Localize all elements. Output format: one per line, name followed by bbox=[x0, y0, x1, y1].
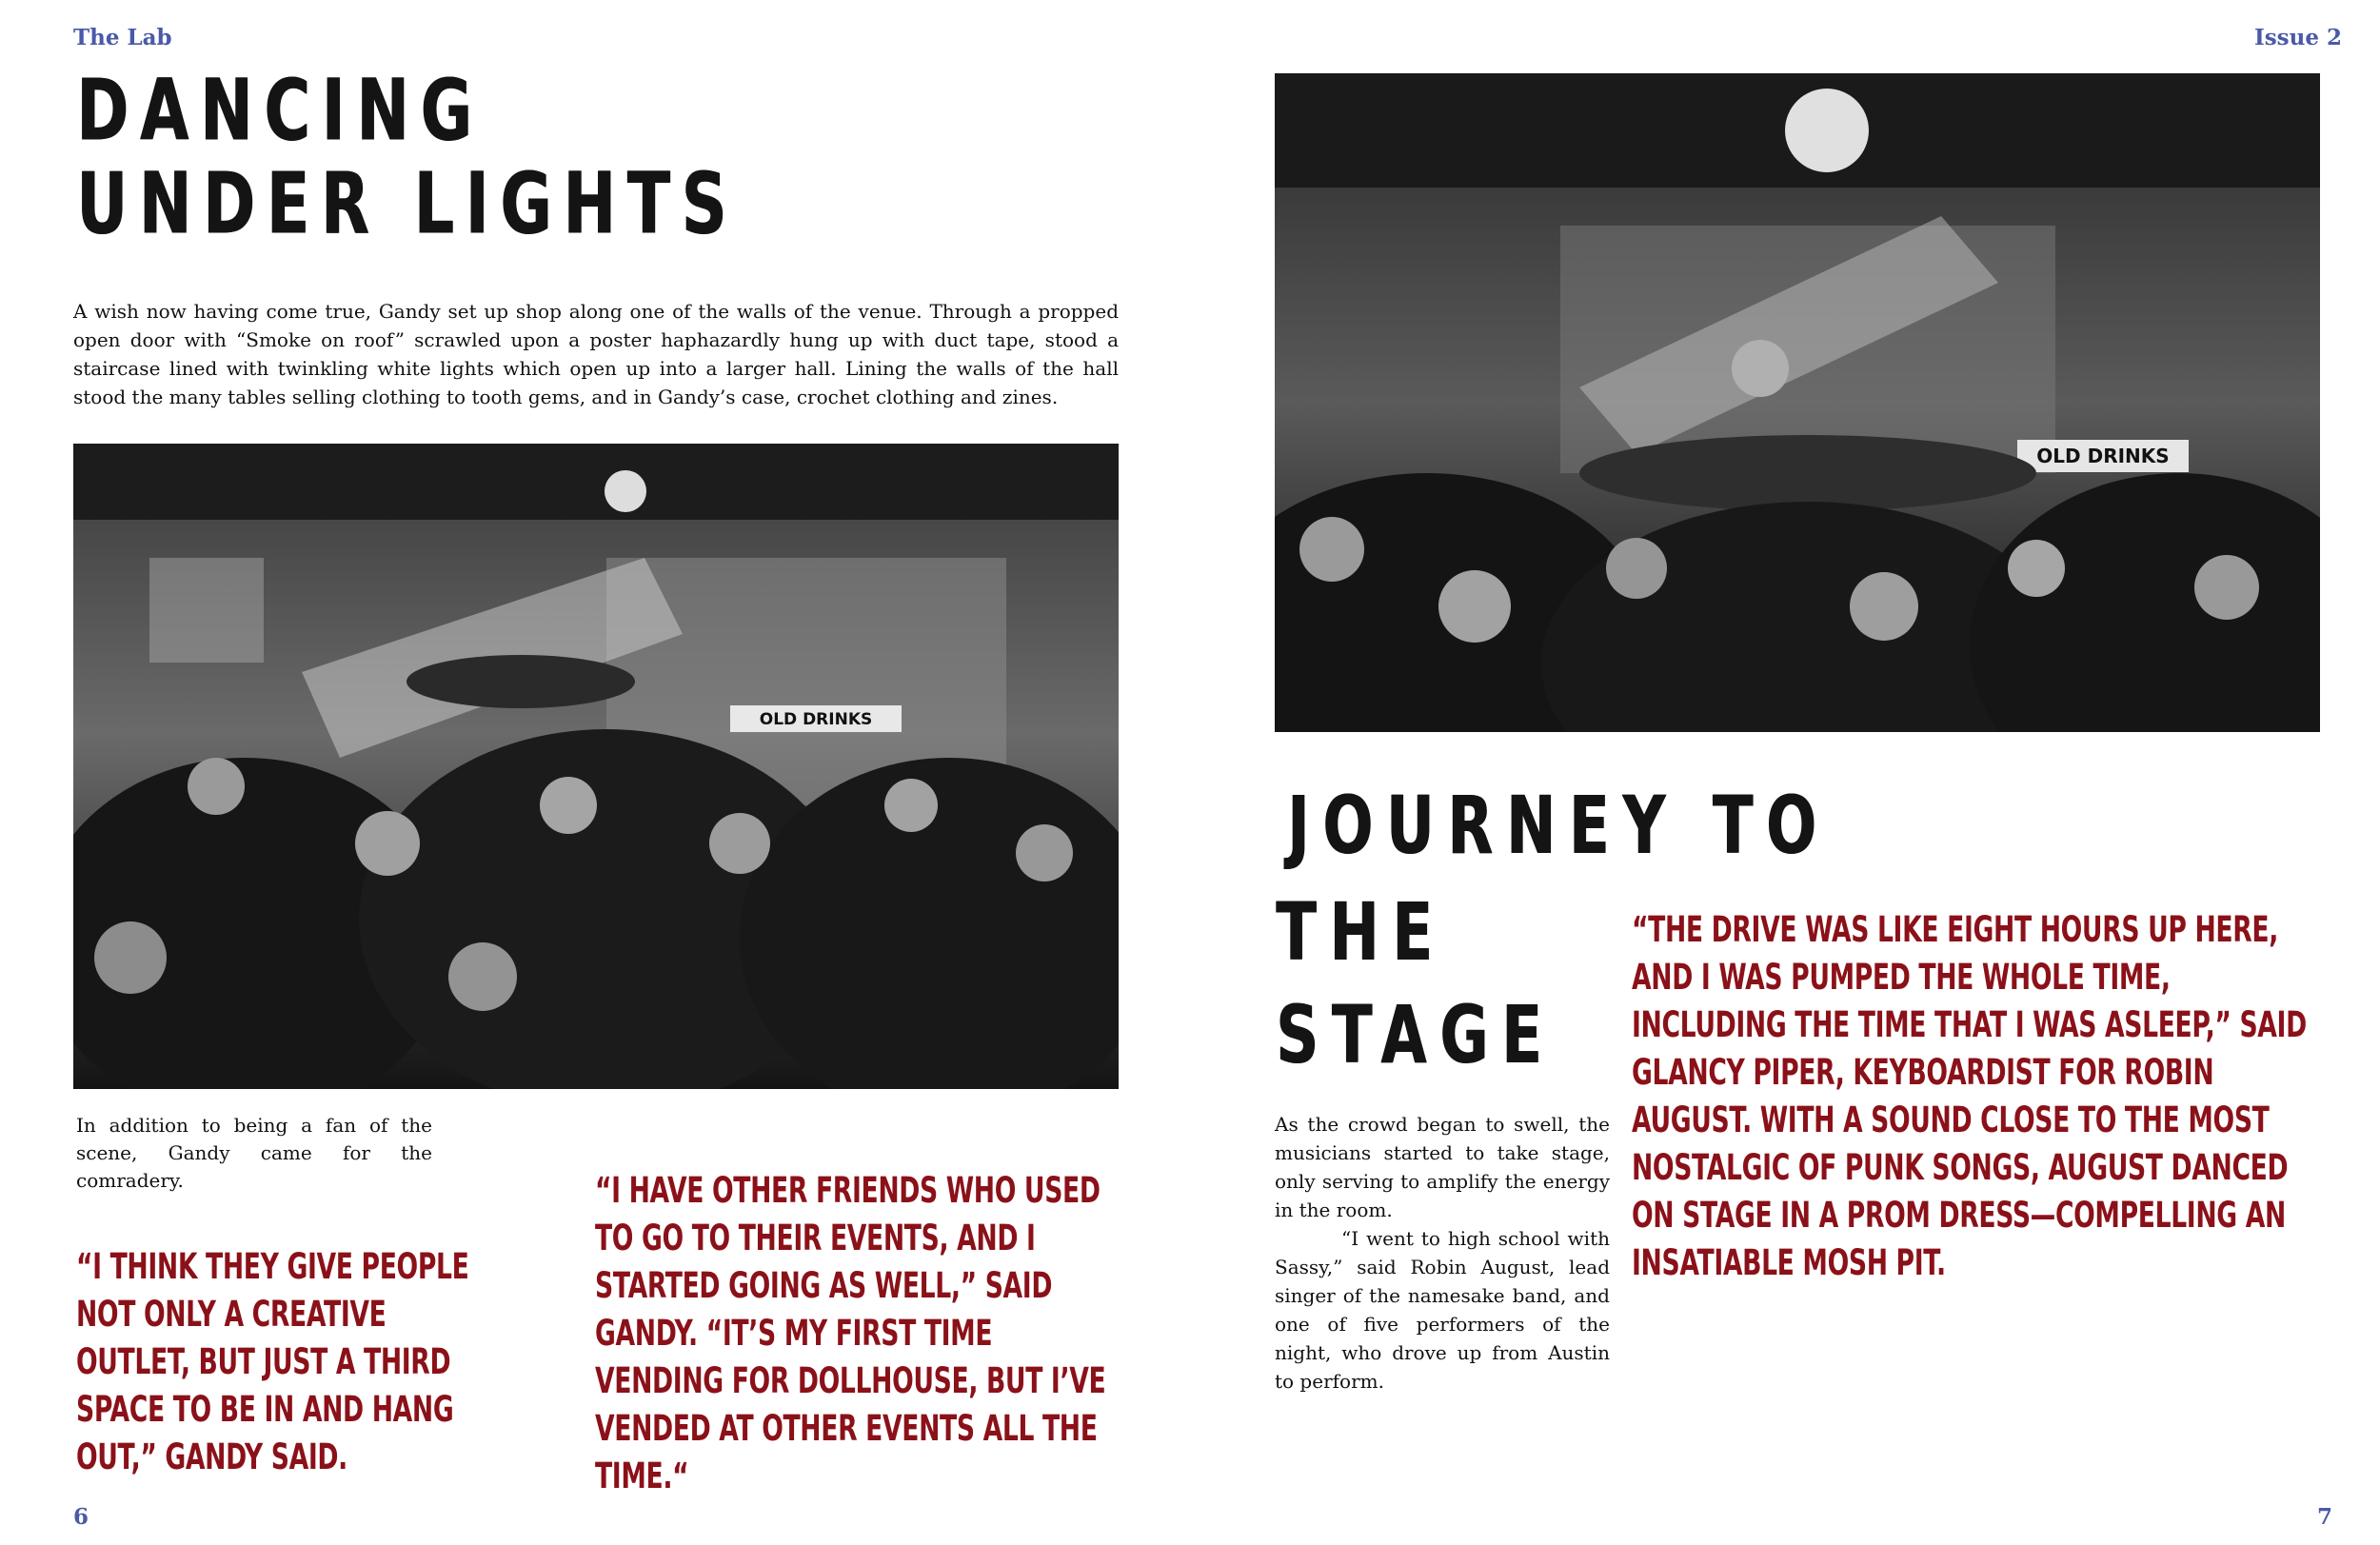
photo-right-sign: OLD DRINKS bbox=[2036, 445, 2170, 467]
body-paragraph-2: “I went to high school with Sassy,” said Robin August, lead singer of the namesake band, and one of five performers of the night, who drove up from Austin to perform. bbox=[1275, 1227, 1610, 1393]
left-headline bbox=[76, 60, 739, 253]
right-headline bbox=[1287, 778, 1830, 873]
crowd-surf-photo-right bbox=[1275, 73, 2320, 732]
quote-glancy-piper: “THE DRIVE WAS LIKE EIGHT HOURS UP HERE, AND I WAS PUMPED THE WHOLE TIME, INCLUDING THE TIME THAT I WAS ASLEEP,” SAID GLANCY PIPER, KEYBOARDIST FOR ROBIN AUGUST. WITH A SOUND CLOSE TO THE MOST NOSTALGIC OF PUNK SONGS, AUGUST DANCED ON STAGE IN A PROM DRESS—COMPELLING AN INSATIABLE MOSH PIT. bbox=[1632, 909, 2307, 1283]
headline-line-1: DANCING bbox=[76, 60, 484, 160]
body-paragraph-1: As the crowd began to swell, the musicians started to take stage, only serving to amplify the energy in the room. bbox=[1275, 1113, 1610, 1221]
quote-gandy-vending: “I HAVE OTHER FRIENDS WHO USED TO GO TO THEIR EVENTS, AND I STARTED GOING AS WELL,” SAID GANDY. “IT’S MY FIRST TIME VENDING FOR DOLLHOUSE, BUT I’VE VENDED AT OTHER EVENTS ALL THE TIME.“ bbox=[595, 1170, 1106, 1496]
headline-line-2: UNDER LIGHTS bbox=[76, 153, 739, 253]
publication-name: The Lab bbox=[73, 25, 172, 50]
quote-gandy-third-space: “I THINK THEY GIVE PEOPLE NOT ONLY A CREATIVE OUTLET, BUT JUST A THIRD SPACE TO BE IN AND HANG OUT,” GANDY SAID. bbox=[76, 1246, 469, 1477]
right-body-column bbox=[1275, 1110, 1610, 1396]
photo-left-sign: OLD DRINKS bbox=[759, 710, 873, 729]
page-number-left: 6 bbox=[73, 1504, 89, 1530]
headline-the-wrapper bbox=[1276, 884, 1446, 980]
photo-right-graphic bbox=[1275, 73, 2320, 732]
crowd-surf-photo-left bbox=[73, 444, 1119, 1089]
photo-left-graphic bbox=[73, 444, 1119, 1089]
page-number-right: 7 bbox=[2316, 1504, 2332, 1530]
pull-quote-middle bbox=[595, 1167, 1328, 1500]
headline-line-stage: STAGE bbox=[1276, 987, 1556, 1082]
headline-line-journey: JOURNEY TO bbox=[1287, 778, 1830, 873]
photo-caption: In addition to being a fan of the scene, Gandy came for the comradery. bbox=[76, 1114, 432, 1192]
headline-stage-wrapper bbox=[1276, 987, 1556, 1082]
pull-quote-left bbox=[76, 1243, 638, 1481]
intro-paragraph: A wish now having come true, Gandy set up shop along one of the walls of the venue. Through a propped open door with “Smoke on roof” scrawled upon a poster haphazardly hung up with duct tape, stood a staircase lined with twinkling white lights which open up into a larger hall. Lining the walls of the hall stood the many tables selling clothing to tooth gems, and in Gandy’s case, crochet clothing and zines. bbox=[73, 300, 1119, 408]
issue-number: Issue 2 bbox=[2253, 25, 2342, 50]
pull-quote-right bbox=[1632, 906, 2380, 1287]
headline-line-the: THE bbox=[1276, 884, 1446, 980]
